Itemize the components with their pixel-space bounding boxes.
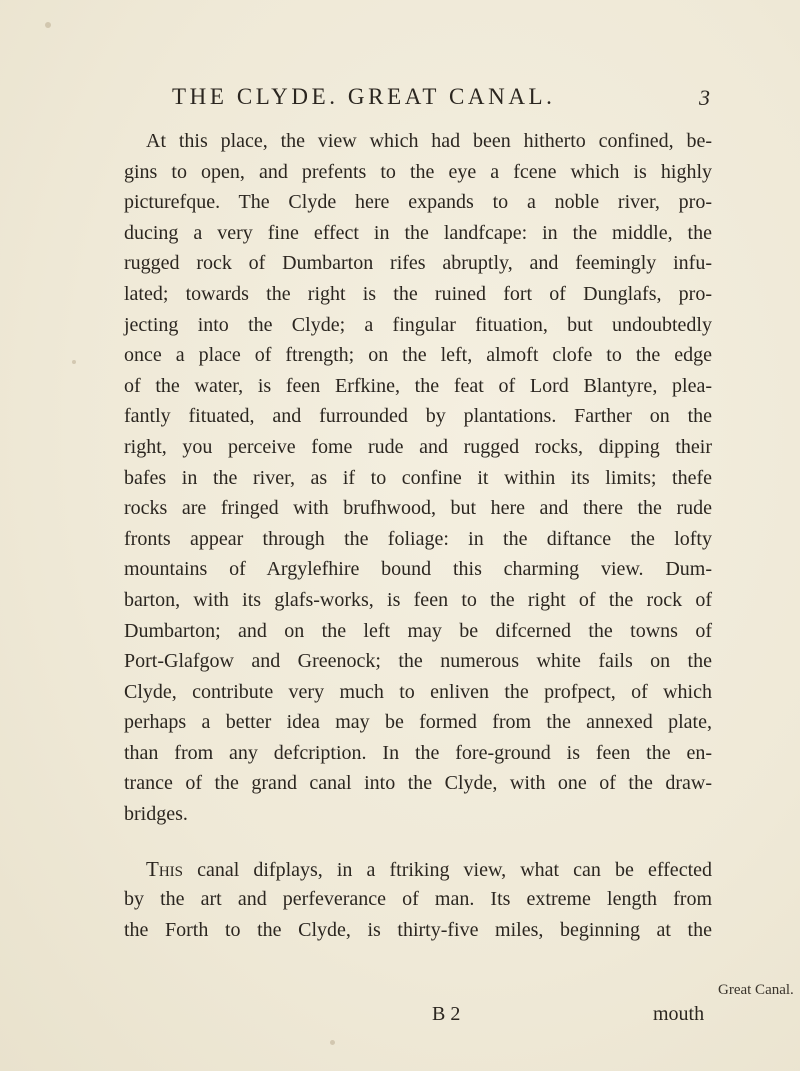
paragraph-1-line: fantly fituated, and furrounded by plantations. Farther on the <box>124 405 712 428</box>
paragraph-1-line: picturefque. The Clyde here expands to a noble river, pro- <box>124 191 712 214</box>
paragraph-1-line: bridges. <box>124 803 188 826</box>
paragraph-2-line-1-rest: canal difplays, in a ftriking view, what can be effected <box>183 858 712 881</box>
paragraph-1-line: At this place, the view which had been hitherto confined, be- <box>146 130 712 152</box>
paper-stain <box>72 360 76 364</box>
paragraph-1-line: rocks are fringed with brufhwood, but here and there the rude <box>124 497 712 520</box>
paragraph-2-line: the Forth to the Clyde, is thirty-five miles, beginning at the <box>124 918 712 941</box>
catchword: mouth <box>653 1003 705 1025</box>
paragraph-1-line: bafes in the river, as if to confine it within its limits; thefe <box>124 466 712 489</box>
paragraph-1-line: gins to open, and prefents to the eye a fcene which is highly <box>124 160 712 183</box>
paragraph-1-line: Dumbarton; and on the left may be difcerned the towns of <box>124 619 712 642</box>
paragraph-1-line: rugged rock of Dumbarton rifes abruptly, and feemingly infu- <box>124 252 712 275</box>
paragraph-1-line: than from any defcription. In the fore-ground is feen the en- <box>124 741 712 764</box>
paragraph-1-line: perhaps a better idea may be formed from the annexed plate, <box>124 711 712 734</box>
paragraph-1-line: mountains of Argylefhire bound this charming view. Dum- <box>124 558 712 581</box>
page-number: 3 <box>699 85 710 110</box>
catchline <box>0 1003 800 1033</box>
body-text <box>124 126 712 945</box>
paragraph-1-line: fronts appear through the foliage: in the diftance the lofty <box>124 527 712 550</box>
paragraph-1-line: right, you perceive fome rude and rugged rocks, dipping their <box>124 435 712 458</box>
paragraph-1-line: jecting into the Clyde; a fingular fituation, but undoubtedly <box>124 313 712 336</box>
paragraph-1-line: of the water, is feen Erfkine, the feat of Lord Blantyre, plea- <box>124 374 712 397</box>
paragraph-1-line: ducing a very fine effect in the landfcape: in the middle, the <box>124 221 712 244</box>
paragraph-2-line: by the art and perfeverance of man. Its extreme length from <box>124 888 712 911</box>
paragraph-1 <box>124 126 712 830</box>
signature-mark: B 2 <box>432 1003 461 1025</box>
margin-note: Great Canal. <box>718 982 794 998</box>
running-head <box>0 84 800 114</box>
running-head-title: THE CLYDE. GREAT CANAL. <box>172 84 556 109</box>
paragraph-1-line: once a place of ftrength; on the left, almoft clofe to the edge <box>124 344 712 367</box>
paragraph-1-line: trance of the grand canal into the Clyde, with one of the draw- <box>124 772 712 795</box>
paragraph-2-line <box>124 854 712 885</box>
paragraph-1-line: barton, with its glafs-works, is feen to the right of the rock of <box>124 588 712 611</box>
paragraph-1-line: lated; towards the right is the ruined fort of Dunglafs, pro- <box>124 282 712 305</box>
paragraph-1-line: Port-Glafgow and Greenock; the numerous white fails on the <box>124 650 712 673</box>
paragraph-2 <box>124 854 712 946</box>
paragraph-gap <box>124 830 712 854</box>
paragraph-1-line: Clyde, contribute very much to enliven the profpect, of which <box>124 680 712 703</box>
paragraph-2-first-word: This <box>146 856 183 881</box>
paper-stain <box>330 1040 335 1045</box>
paper-stain <box>45 22 51 28</box>
